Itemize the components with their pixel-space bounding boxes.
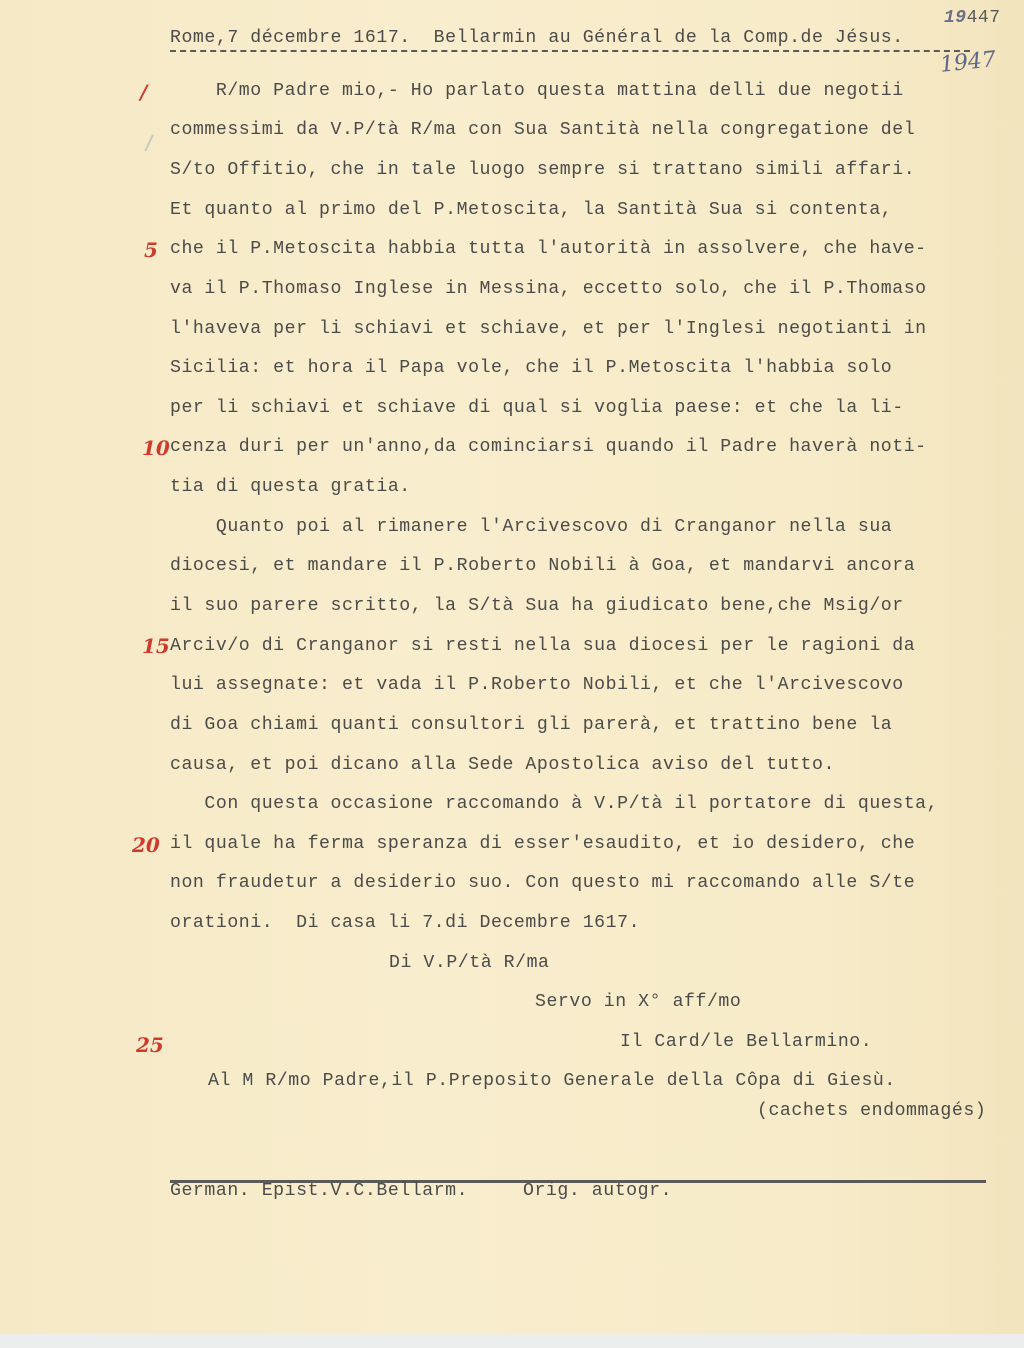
letter-line: non fraudetur a desiderio suo. Con questo mi raccomando alle S/te — [170, 873, 916, 893]
letter-line: il quale ha ferma speranza di esser'esaudito, et io desidero, che — [170, 834, 916, 854]
document-title: Rome,7 décembre 1617. Bellarmin au Général de la Comp.de Jésus. — [170, 28, 904, 48]
letter-address: Al M R/mo Padre,il P.Preposito Generale della Côpa di Giesù. — [208, 1071, 896, 1091]
letter-line: commessimi da V.P/tà R/ma con Sua Santità nella congregatione del — [170, 120, 916, 140]
margin-number-25: 25 — [136, 1033, 164, 1057]
letter-closing: Di V.P/tà R/ma — [389, 953, 550, 973]
letter-line: Con questa occasione raccomando à V.P/tà il portatore di questa, — [170, 794, 939, 814]
seal-note: (cachets endommagés) — [757, 1101, 987, 1121]
archive-number-struck: 19 — [944, 8, 967, 28]
pencil-tick-mark — [144, 134, 153, 151]
letter-line: Arciv/o di Cranganor si resti nella sua diocesi per le ragioni da — [170, 636, 916, 656]
letter-line: per li schiavi et schiave di qual si voglia paese: et che la li- — [170, 398, 904, 418]
margin-number-15: 15 — [142, 634, 170, 658]
title-underline — [170, 50, 970, 52]
letter-line: il suo parere scritto, la S/tà Sua ha giudicato bene,che Msig/or — [170, 596, 904, 616]
letter-line: S/to Offitio, che in tale luogo sempre si trattano simili affari. — [170, 160, 916, 180]
letter-line: cenza duri per un'anno,da cominciarsi quando il Padre haverà noti- — [170, 437, 927, 457]
handwritten-number: 1947 — [938, 47, 998, 78]
letter-line: lui assegnate: et vada il P.Roberto Nobili, et che l'Arcivescovo — [170, 675, 904, 695]
scan-margin — [0, 1334, 1024, 1348]
margin-number-10: 10 — [142, 436, 170, 460]
letter-servo: Servo in X° aff/mo — [535, 992, 742, 1012]
letter-line: orationi. Di casa li 7.di Decembre 1617. — [170, 913, 641, 933]
letter-line: l'haveva per li schiavi et schiave, et per l'Inglesi negotianti in — [170, 319, 927, 339]
archive-number-typed: 447 — [966, 8, 1001, 28]
footer-source: German. Epist.V.C.Bellarm. — [170, 1181, 469, 1201]
letter-line: causa, et poi dicano alla Sede Apostolica aviso del tutto. — [170, 755, 835, 775]
letter-line: Quanto poi al rimanere l'Arcivescovo di Cranganor nella sua — [170, 517, 893, 537]
margin-number-5: 5 — [144, 238, 158, 262]
margin-number-20: 20 — [132, 833, 160, 857]
letter-line: Et quanto al primo del P.Metoscita, la Santità Sua si contenta, — [170, 200, 893, 220]
letter-line: di Goa chiami quanti consultori gli parerà, et trattino bene la — [170, 715, 893, 735]
letter-signature: Il Card/le Bellarmino. — [620, 1032, 873, 1052]
letter-line: Sicilia: et hora il Papa vole, che il P.Metoscita l'habbia solo — [170, 358, 893, 378]
letter-line: tia di questa gratia. — [170, 477, 411, 497]
margin-number-1: / — [140, 80, 148, 104]
archive-number — [944, 8, 1001, 28]
letter-line: diocesi, et mandare il P.Roberto Nobili à Goa, et mandarvi ancora — [170, 556, 916, 576]
letter-line: che il P.Metoscita habbia tutta l'autorità in assolvere, che have- — [170, 239, 927, 259]
letter-line: R/mo Padre mio,- Ho parlato questa mattina delli due negotii — [170, 81, 904, 101]
letter-line: va il P.Thomaso Inglese in Messina, eccetto solo, che il P.Thomaso — [170, 279, 927, 299]
footer-type: Orig. autogr. — [523, 1181, 673, 1201]
